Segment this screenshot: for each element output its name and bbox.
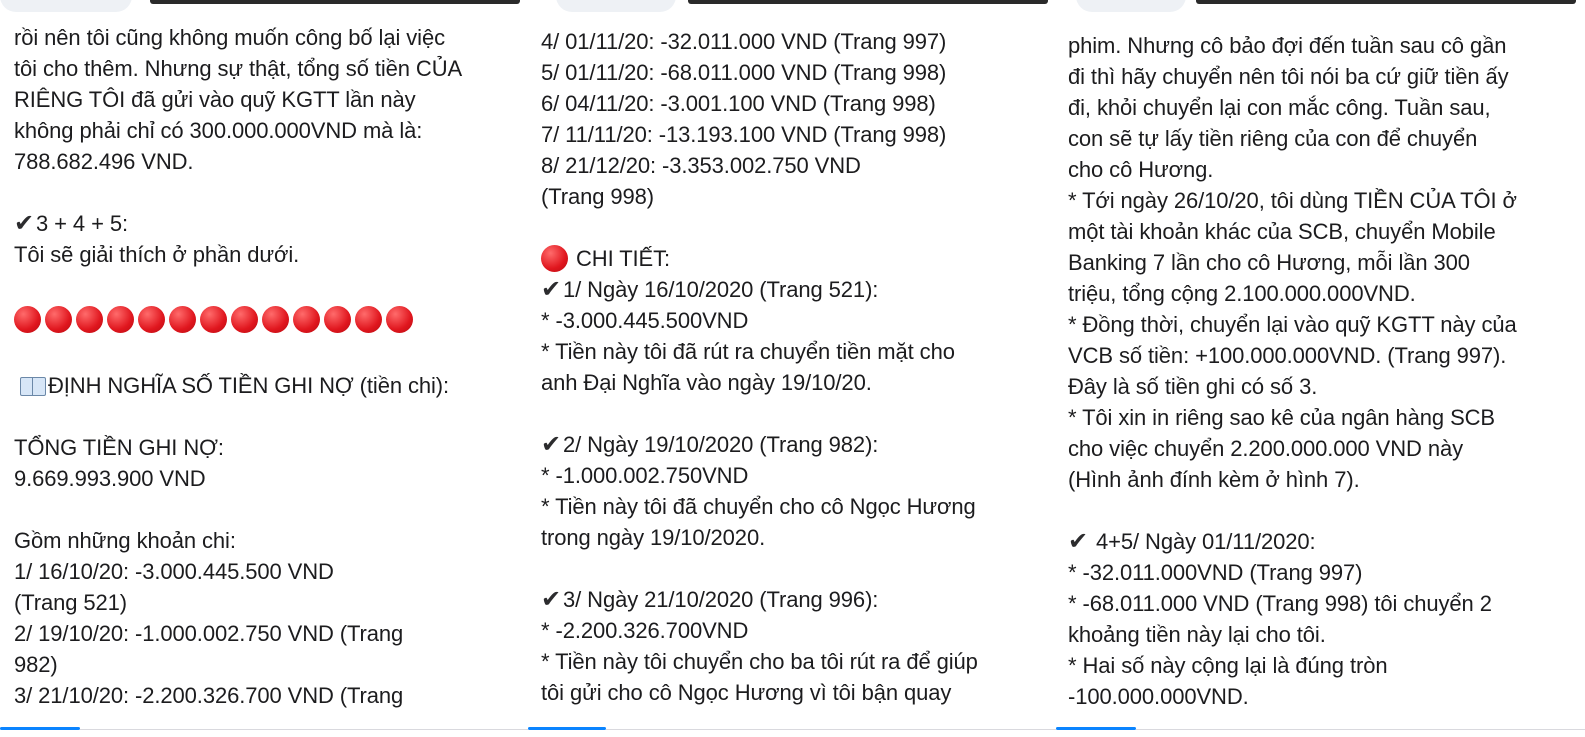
detail-heading-text: CHI TIẾT: [576, 246, 671, 271]
panel-2-text [541, 26, 1046, 708]
top-cropped-text [1196, 0, 1576, 4]
text-line: Tôi sẽ giải thích ở phần dưới. [14, 242, 300, 267]
text-line: con sẽ tự lấy tiền riêng của con để chuyển [1068, 126, 1478, 151]
check-line [14, 208, 520, 239]
top-tab-fragment [556, 0, 676, 12]
includes-label: Gồm những khoản chi: [14, 528, 236, 553]
entry-amount: * -3.000.445.500VND [541, 308, 749, 333]
text-line: đi, khỏi chuyển lại con mắc công. Tuần sau, [1068, 95, 1491, 120]
text-line: * -68.011.000 VND (Trang 998) tôi chuyển 2 [1068, 591, 1492, 616]
entry-note: * Tiền này tôi đã chuyển cho cô Ngọc Hương [541, 494, 976, 519]
definition-heading-text: ĐỊNH NGHĨA SỐ TIỀN GHI NỢ (tiền chi): [48, 373, 450, 398]
entry-amount: * -1.000.002.750VND [541, 463, 749, 488]
text-line: -100.000.000VND. [1068, 684, 1249, 709]
total-value: 9.669.993.900 VND [14, 466, 206, 491]
divider [606, 729, 1056, 730]
check-mark-icon: ✔ [1068, 528, 1089, 555]
red-circle-icon [169, 306, 196, 333]
entry-title-text: 4+5/ Ngày 01/11/2020: [1096, 529, 1316, 554]
red-circle-icon [541, 245, 568, 272]
panel-3-text [1068, 30, 1578, 712]
text-line: (Hình ảnh đính kèm ở hình 7). [1068, 467, 1360, 492]
text-line: Đây là số tiền ghi có số 3. [1068, 374, 1318, 399]
text-line: * Tới ngày 26/10/20, tôi dùng TIỀN CỦA TÔI ở [1068, 188, 1517, 213]
text-line: cho cô Hương. [1068, 157, 1214, 182]
list-item: 6/ 04/11/20: -3.001.100 VND (Trang 998) [541, 91, 936, 116]
text-line: tôi cho thêm. Nhưng sự thật, tổng số tiền CỦA [14, 56, 463, 81]
entry-title [541, 429, 1046, 460]
red-circle-icon [386, 306, 413, 333]
top-cropped-text [150, 0, 520, 4]
entry-title [541, 274, 1046, 305]
total-label: TỔNG TIỀN GHI NỢ: [14, 435, 224, 460]
entry-title [541, 584, 1046, 615]
entry-title-text: 3/ Ngày 21/10/2020 (Trang 996): [563, 587, 879, 612]
list-item: 4/ 01/11/20: -32.011.000 VND (Trang 997) [541, 29, 947, 54]
entry-note: anh Đại Nghĩa vào ngày 19/10/20. [541, 370, 872, 395]
list-item: 5/ 01/11/20: -68.011.000 VND (Trang 998) [541, 60, 947, 85]
red-circle-icon [355, 306, 382, 333]
document-panel-1 [0, 0, 528, 737]
panel-1-text [14, 22, 520, 711]
text-line: Banking 7 lần cho cô Hương, mỗi lần 300 [1068, 250, 1470, 275]
top-tab-fragment [0, 0, 132, 12]
entry-note: * Tiền này tôi đã rút ra chuyển tiền mặt cho [541, 339, 955, 364]
scroll-indicator [528, 727, 606, 730]
text-line: cho việc chuyển 2.200.000.000 VND này [1068, 436, 1464, 461]
text-line: * Hai số này cộng lại là đúng tròn [1068, 653, 1388, 678]
detail-heading [541, 243, 1046, 274]
text-line: 788.682.496 VND. [14, 149, 194, 174]
top-tab-fragment [1076, 0, 1186, 12]
list-item: 1/ 16/10/20: -3.000.445.500 VND [14, 559, 334, 584]
red-circle-icon [231, 306, 258, 333]
document-panel-2 [528, 0, 1056, 737]
check-mark-icon: ✔ [14, 210, 35, 237]
list-item: 2/ 19/10/20: -1.000.002.750 VND (Trang [14, 621, 404, 646]
open-book-icon [20, 377, 46, 395]
text-line: phim. Nhưng cô bảo đợi đến tuần sau cô gần [1068, 33, 1507, 58]
entry-title-text: 1/ Ngày 16/10/2020 (Trang 521): [563, 277, 879, 302]
check-mark-icon: ✔ [541, 586, 562, 613]
list-item: 982) [14, 652, 58, 677]
divider [1136, 729, 1585, 730]
check-mark-icon: ✔ [541, 431, 562, 458]
check-mark-icon: ✔ [541, 276, 562, 303]
red-circle-icon [262, 306, 289, 333]
text-line: * Tôi xin in riêng sao kê của ngân hàng SCB [1068, 405, 1496, 430]
scroll-indicator [1056, 727, 1136, 730]
list-item: 8/ 21/12/20: -3.353.002.750 VND [541, 153, 861, 178]
red-circle-icon [200, 306, 227, 333]
text-line: * -32.011.000VND (Trang 997) [1068, 560, 1363, 585]
text-line: khoảng tiền này lại cho tôi. [1068, 622, 1326, 647]
red-circle-icon [293, 306, 320, 333]
divider [80, 729, 528, 730]
list-item: 7/ 11/11/20: -13.193.100 VND (Trang 998) [541, 122, 947, 147]
text-line: không phải chỉ có 300.000.000VND mà là: [14, 118, 423, 143]
text-line: VCB số tiền: +100.000.000VND. (Trang 997). [1068, 343, 1507, 368]
check-label: 3 + 4 + 5: [36, 211, 128, 236]
entry-title-text: 2/ Ngày 19/10/2020 (Trang 982): [563, 432, 879, 457]
list-item: 3/ 21/10/20: -2.200.326.700 VND (Trang [14, 683, 404, 708]
definition-heading [14, 370, 520, 401]
entry-note: trong ngày 19/10/2020. [541, 525, 766, 550]
red-circle-icon [138, 306, 165, 333]
red-circle-icon [14, 306, 41, 333]
document-panel-3 [1056, 0, 1585, 737]
red-circle-icon [324, 306, 351, 333]
red-circle-icon [76, 306, 103, 333]
red-dots-row [14, 294, 520, 346]
text-line: RIÊNG TÔI đã gửi vào quỹ KGTT lần này [14, 87, 416, 112]
red-circle-icon [107, 306, 134, 333]
text-line: rồi nên tôi cũng không muốn công bố lại việc [14, 25, 445, 50]
text-line: triệu, tổng cộng 2.100.000.000VND. [1068, 281, 1416, 306]
entry-note: * Tiền này tôi chuyển cho ba tôi rút ra để giúp [541, 649, 978, 674]
entry-note: tôi gửi cho cô Ngọc Hương vì tôi bận quay [541, 680, 952, 705]
entry-title [1068, 526, 1578, 557]
entry-amount: * -2.200.326.700VND [541, 618, 749, 643]
red-circle-icon [45, 306, 72, 333]
text-line: đi thì hãy chuyển nên tôi nói ba cứ giữ tiền ấy [1068, 64, 1509, 89]
list-item: (Trang 998) [541, 184, 655, 209]
list-item: (Trang 521) [14, 590, 128, 615]
scroll-indicator [0, 727, 80, 730]
top-cropped-text [688, 0, 1048, 4]
text-line: * Đồng thời, chuyển lại vào quỹ KGTT này của [1068, 312, 1517, 337]
text-line: một tài khoản khác của SCB, chuyển Mobile [1068, 219, 1496, 244]
